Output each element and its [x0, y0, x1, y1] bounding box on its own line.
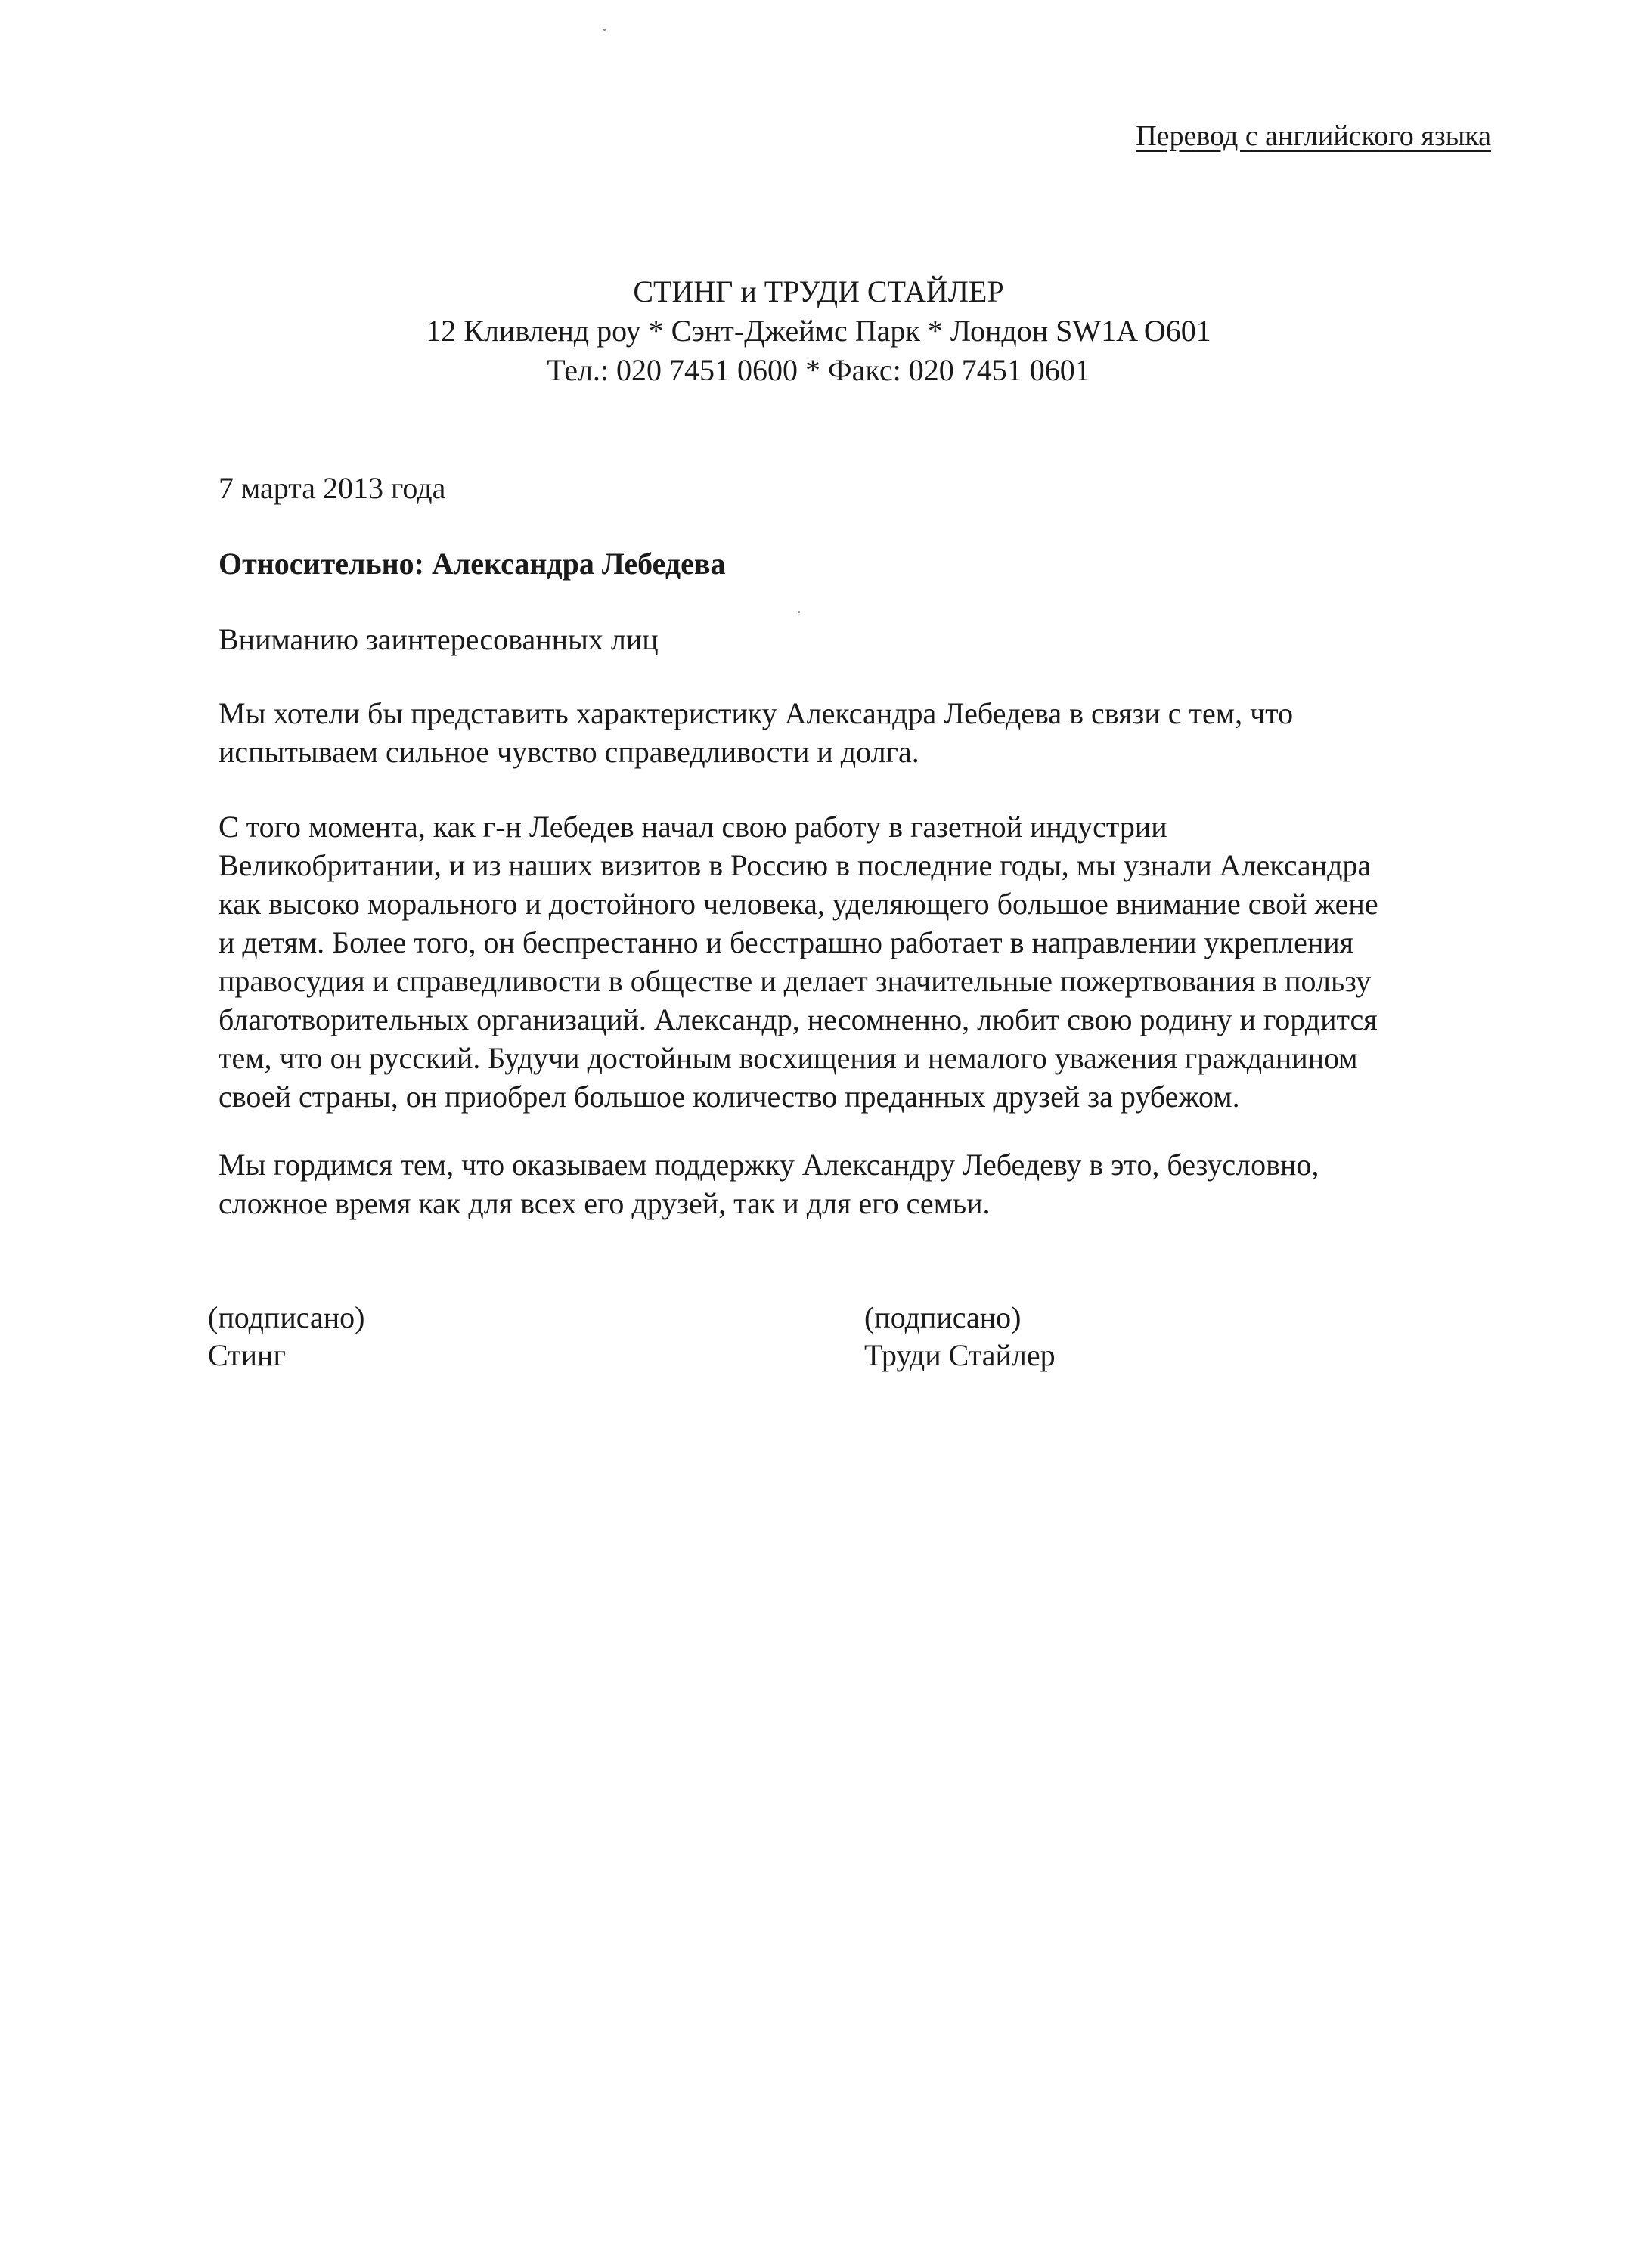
signature-block-sting	[208, 1299, 364, 1374]
letter-subject: Относительно: Александра Лебедева	[219, 547, 726, 581]
paragraph-line: испытываем сильное чувство справедливости и долга.	[219, 735, 919, 769]
signature-name: Стинг	[208, 1338, 286, 1372]
letterhead	[0, 272, 1637, 390]
paragraph-line: и детям. Более того, он беспрестанно и бесстрашно работает в направлении укрепления	[219, 925, 1354, 959]
paragraph-line: сложное время как для всех его друзей, так и для его семьи.	[219, 1186, 991, 1220]
letterhead-name: СТИНГ и ТРУДИ СТАЙЛЕР	[633, 274, 1004, 308]
paragraph-line: правосудия и справедливости в обществе и делает значительные пожертвования в пользу	[219, 964, 1372, 998]
letterhead-phone-fax: Тел.: 020 7451 0600 * Факс: 020 7451 0601	[547, 353, 1090, 387]
scan-speck	[798, 611, 800, 613]
signature-status: (подписано)	[208, 1300, 365, 1334]
paragraph-line: благотворительных организаций. Александр, несомненно, любит свою родину и гордится	[219, 1002, 1378, 1036]
paragraph-line: Великобритании, и из наших визитов в Россию в последние годы, мы узнали Александра	[219, 848, 1372, 882]
signature-block-trudie	[864, 1299, 1056, 1374]
translation-note: Перевод с английского языка	[1136, 120, 1491, 152]
paragraph-1	[219, 694, 1504, 771]
paragraph-line: как высоко морального и достойного человека, уделяющего большое внимание свой жене	[219, 887, 1378, 921]
paragraph-line: Мы гордимся тем, что оказываем поддержку Александру Лебедеву в это, безусловно,	[219, 1148, 1319, 1182]
paragraph-line: своей страны, он приобрел большое количество преданных друзей за рубежом.	[219, 1080, 1240, 1114]
paragraph-line: тем, что он русский. Будучи достойным восхищения и немалого уважения гражданином	[219, 1041, 1358, 1075]
paragraph-line: С того момента, как г-н Лебедев начал свою работу в газетной индустрии	[219, 810, 1167, 844]
signature-name: Труди Стайлер	[864, 1338, 1056, 1372]
letter-date: 7 марта 2013 года	[219, 471, 446, 505]
paragraph-2	[219, 807, 1504, 1116]
paragraph-line: Мы хотели бы представить характеристику Александра Лебедева в связи с тем, что	[219, 696, 1294, 730]
letter-salutation: Вниманию заинтересованных лиц	[219, 622, 659, 656]
signature-status: (подписано)	[864, 1300, 1022, 1334]
scan-speck	[603, 29, 606, 31]
letterhead-address: 12 Кливленд роу * Сэнт-Джеймс Парк * Лондон SW1A O601	[426, 314, 1211, 348]
paragraph-3	[219, 1145, 1504, 1222]
